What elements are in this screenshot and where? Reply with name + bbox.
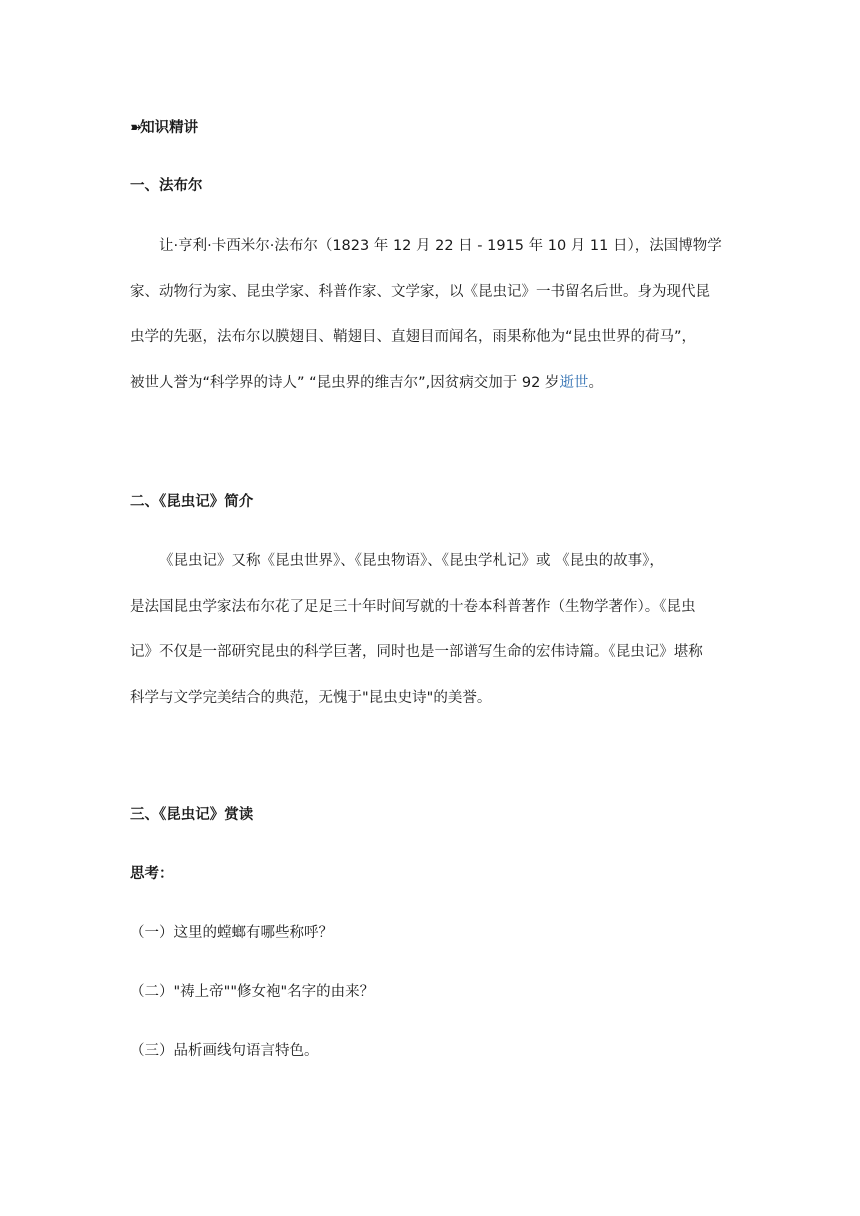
knowledge-heading — [130, 117, 740, 139]
section1-paragraph — [130, 224, 730, 406]
paragraph-line: 是法国昆虫学家法布尔花了足足三十年时间写就的十卷本科普著作（生物学著作）。《昆虫 — [130, 598, 696, 615]
paragraph-line: 家、动物行为家、昆虫学家、科普作家、文学家，以《昆虫记》一书留名后世。身为现代昆 — [130, 283, 710, 300]
paragraph-line: 《昆虫记》又称《昆虫世界》、《昆虫物语》、《昆虫学札记》或 《昆虫的故事》， — [159, 553, 664, 569]
paragraph-line-last — [130, 361, 730, 407]
arrow-icon: ➽ — [130, 120, 141, 136]
question-item: （二）"祷上帝""修女袍"名字的由来？ — [130, 984, 375, 1000]
question-item: （三）品析画线句语言特色。 — [130, 1043, 319, 1059]
paragraph-line: 科学与文学完美结合的典范，无愧于"昆虫史诗"的美誉。 — [130, 689, 492, 706]
think-label: 思考： — [130, 866, 174, 882]
death-link[interactable]: 逝世 — [559, 374, 589, 391]
section2-paragraph — [130, 539, 730, 721]
question-item: （一）这里的螳螂有哪些称呼？ — [130, 925, 333, 941]
knowledge-heading-label: 知识精讲 — [140, 120, 199, 136]
section1-title: 一、法布尔 — [130, 178, 203, 194]
paragraph-line-text: 被世人誉为“科学界的诗人” “昆虫界的维吉尔”,因贫病交加于 92 岁 — [130, 374, 560, 391]
section2-title: 二、《昆虫记》简介 — [130, 494, 254, 510]
paragraph-line: 让·亨利·卡西米尔·法布尔（1823 年 12 月 22 日 - 1915 年 10 月 11 日），法国博物学 — [159, 238, 722, 254]
section3-title: 三、《昆虫记》赏读 — [130, 807, 254, 823]
paragraph-line-end: 。 — [588, 374, 603, 391]
paragraph-line: 记》不仅是一部研究昆虫的科学巨著，同时也是一部谱写生命的宏伟诗篇。《昆虫记》堪称 — [130, 644, 703, 660]
paragraph-line: 虫学的先驱，法布尔以膜翅目、鞘翅目、直翅目而闻名，雨果称他为“昆虫世界的荷马”， — [130, 329, 697, 345]
